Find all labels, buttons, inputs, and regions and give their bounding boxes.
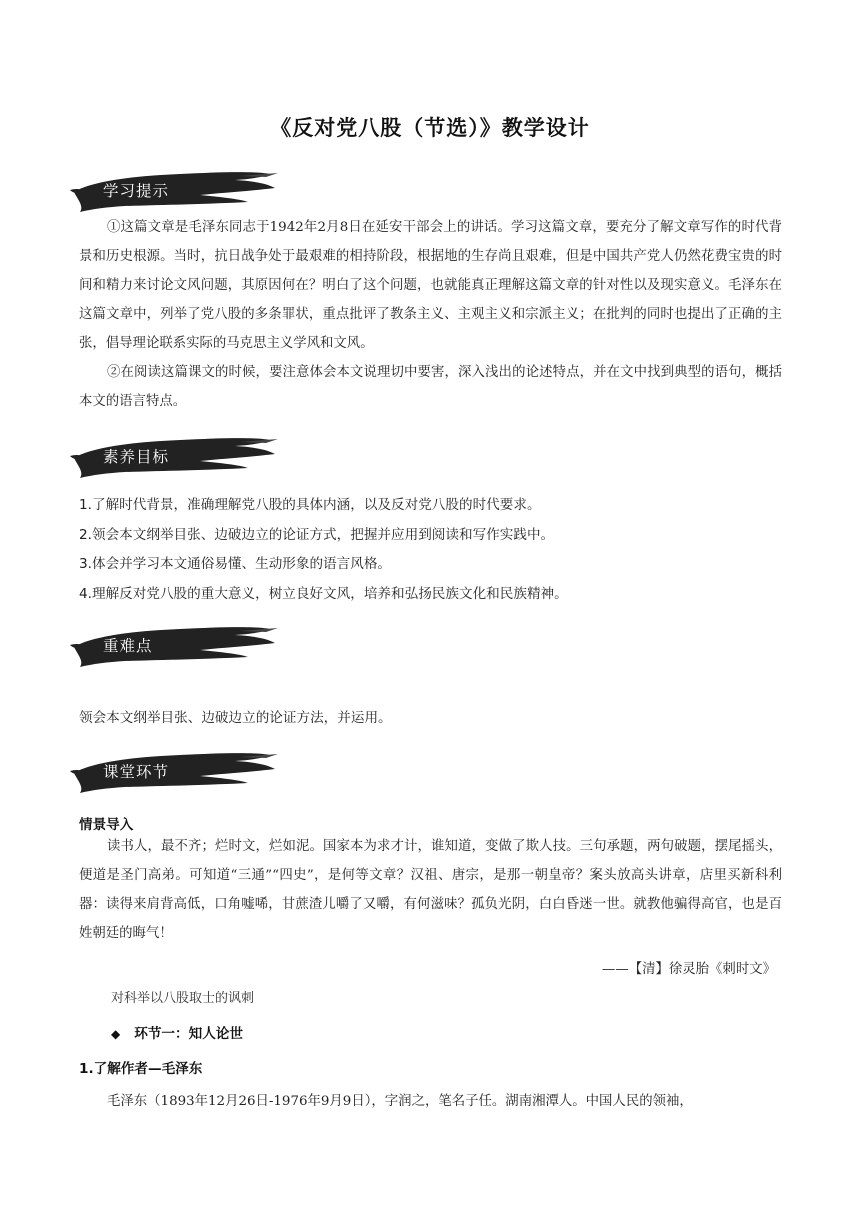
brush-stroke-icon	[70, 749, 280, 795]
brush-stroke-icon	[70, 168, 280, 214]
section-banner-class	[70, 749, 280, 795]
section-title-tips: 学习提示	[103, 182, 170, 200]
brush-stroke-icon	[70, 434, 280, 480]
poem-caption: 对科举以八股取士的讽刺	[111, 991, 255, 1006]
key-point-text: 领会本文纲举目张、边破边立的论证方法，并运用。	[79, 710, 392, 726]
list-item: 2.领会本文纲举目张、边破边立的论证方式，把握并应用到阅读和写作实践中。	[79, 526, 555, 543]
section-banner-goals	[70, 434, 280, 480]
step-heading-label: 环节一：知人论世	[134, 1026, 243, 1042]
section-title-class: 课堂环节	[103, 763, 170, 781]
tips-paragraph-1: ①这篇文章是毛泽东同志于1942年2月8日在延安干部会上的讲话。学习这篇文章，要充分了解文章写作的时代背景和历史根源。当时，抗日战争处于最艰难的相持阶段，根据地的生存尚且艰难，但是中国共产党人仍然花费宝贵的时间和精力来讨论文风问题，其原因何在？明白了这个问题，也就能真正理解这篇文章的针对性以及现实意义。毛泽东在这篇文章中，列举了党八股的多条罪状，重点批评了教条主义、主观主义和宗派主义；在批判的同时也提出了正确的主张，倡导理论联系实际的马克思主义学风和文风。	[79, 220, 782, 351]
section-title-key: 重难点	[103, 637, 153, 655]
goals-list	[79, 491, 799, 609]
list-item: 3.体会并学习本文通俗易懂、生动形象的语言风格。	[79, 556, 392, 572]
section-title-goals: 素养目标	[103, 448, 170, 466]
list-item: 1.了解时代背景，准确理解党八股的具体内涵，以及反对党八股的时代要求。	[79, 497, 541, 513]
section-banner-key	[70, 623, 280, 669]
diamond-bullet-icon: ◆	[111, 1027, 121, 1041]
section-banner-tips	[70, 168, 280, 214]
intro-heading: 情景导入	[79, 817, 134, 833]
step-heading	[111, 1022, 243, 1042]
author-intro-text: 毛泽东（1893年12月26日-1976年9月9日），字润之，笔名子任。湖南湘潭人。中国人民的领袖，	[107, 1094, 693, 1109]
subheading-author: 1.了解作者—毛泽东	[79, 1061, 203, 1077]
page-title: 《反对党八股（节选）》教学设计	[270, 116, 590, 140]
list-item: 4.理解反对党八股的重大意义，树立良好文风，培养和弘扬民族文化和民族精神。	[79, 585, 568, 602]
brush-stroke-icon	[70, 623, 280, 669]
poem-paragraph: 读书人，最不齐；烂时文，烂如泥。国家本为求才计，谁知道，变做了欺人技。三句承题，两句破题，摆尾摇头，便道是圣门高弟。可知道“三通”“四史”，是何等文章？汉祖、唐宗，是那一朝皇帝？案头放高头讲章，店里买新科利器：读得来肩背高低，口角嘘唏，甘蔗渣儿嚼了又嚼，有何滋味？孤负光阴，白白昏迷一世。就教他骗得高官，也是百姓朝廷的晦气！	[79, 839, 782, 941]
tips-paragraph-2: ②在阅读这篇课文的时候，要注意体会本文说理切中要害，深入浅出的论述特点，并在文中找到典型的语句，概括本文的语言特点。	[79, 365, 782, 409]
poem-attribution: ——【清】徐灵胎《刺时文》	[601, 962, 776, 977]
